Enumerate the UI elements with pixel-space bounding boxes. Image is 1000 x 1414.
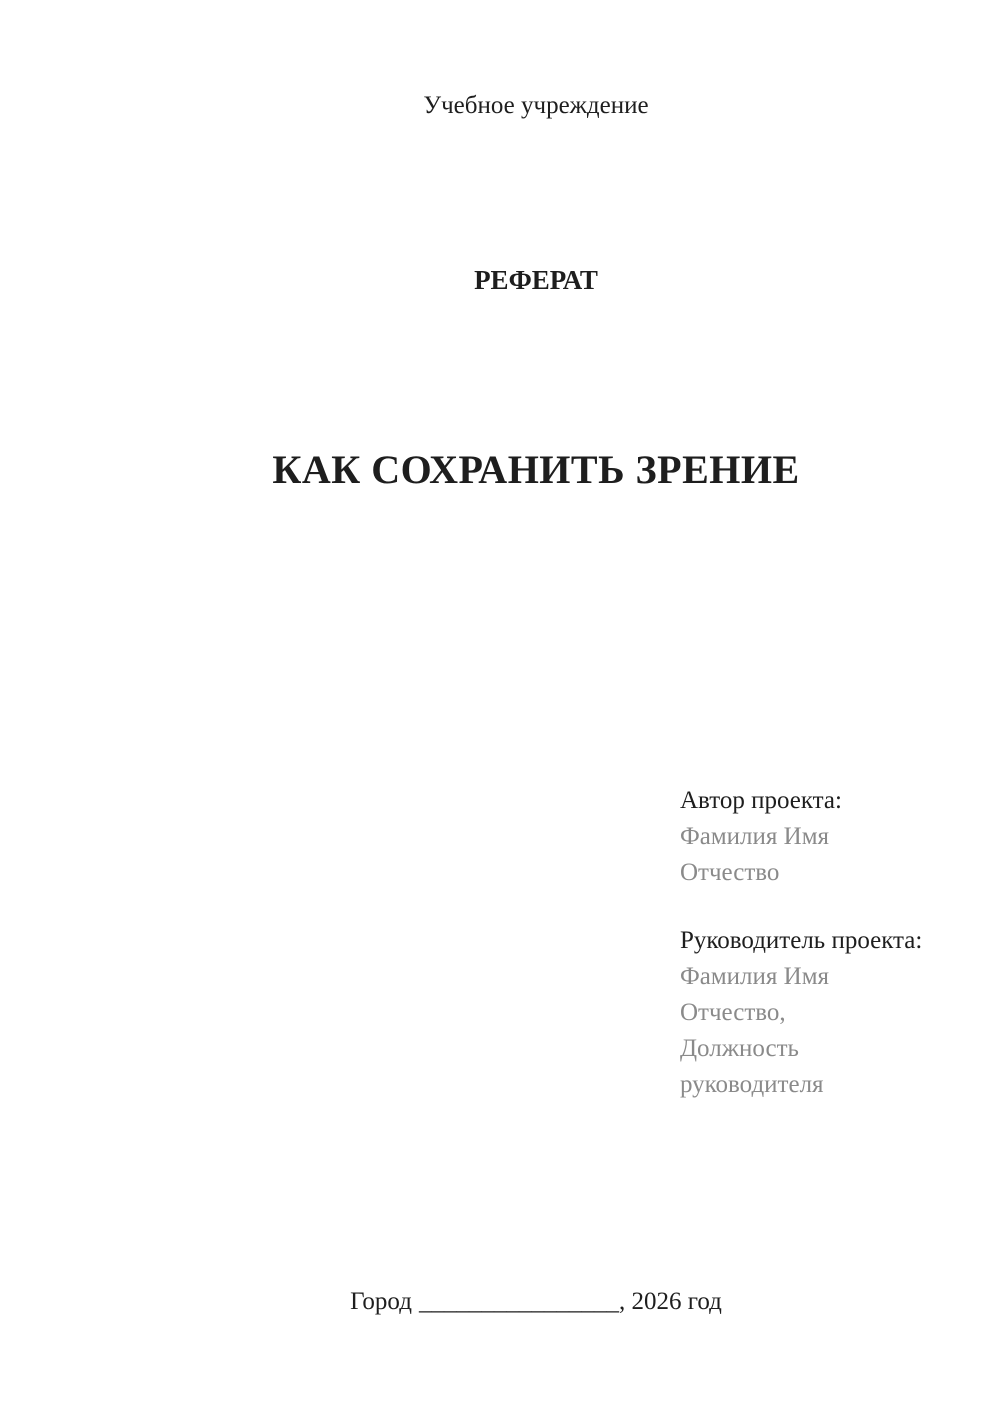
institution-name: Учебное учреждение [423,92,649,119]
supervisor-label: Руководитель проекта: [680,927,923,954]
author-name-placeholder[interactable]: Фамилия Имя Отчество [680,823,830,886]
supervisor-name-placeholder[interactable]: Фамилия Имя Отчество, [680,963,830,1026]
credits-block [680,783,929,1103]
supervisor-position-placeholder[interactable]: Должность руководителя [680,1035,824,1098]
city-year-line [143,1284,929,1320]
city-label: Город [350,1288,412,1315]
document-type-label: РЕФЕРАТ [474,265,598,295]
credits-spacer [680,891,929,923]
page-content [143,0,929,1414]
author-label: Автор проекта: [680,787,842,814]
document-title: КАК СОХРАНИТЬ ЗРЕНИЕ [272,447,800,492]
city-blank-line[interactable]: ________________ [418,1288,619,1315]
year-text: , 2026 год [618,1288,722,1315]
